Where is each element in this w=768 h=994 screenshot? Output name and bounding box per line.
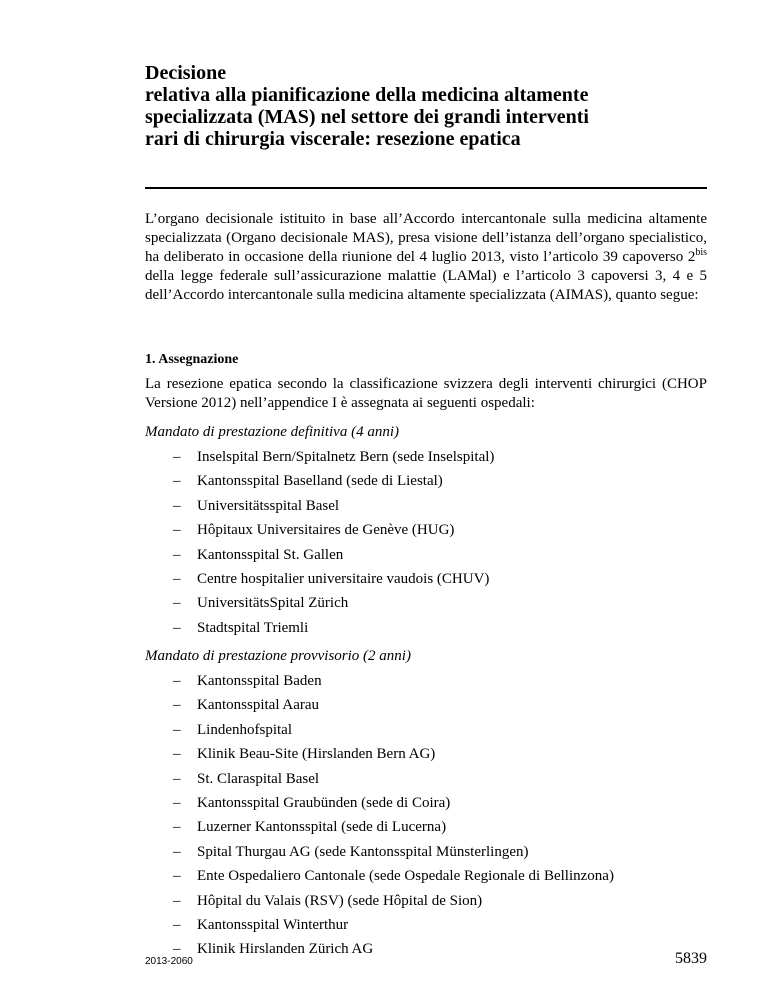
hospital-list-item — [145, 570, 707, 594]
hospital-list-item — [145, 745, 707, 769]
list-dash: – — [173, 892, 181, 909]
list-dash: – — [173, 673, 181, 689]
list-dash: – — [173, 746, 181, 763]
list-dash: – — [173, 941, 181, 958]
intro-text-continued: della legge federale sull’assicurazione malattie (LAMal) e l’articolo 3 capoversi 3, 4 e 5 dell’Accordo intercantonale sulla medicina altamente specializzata (AIMAS), quanto segue: — [145, 268, 707, 303]
title-line: Decisione — [145, 62, 227, 84]
hospital-list-item — [145, 794, 707, 818]
list-dash: – — [173, 721, 181, 738]
definitive-mandate-heading: Mandato di prestazione definitiva (4 anni) — [145, 424, 399, 440]
list-dash: – — [173, 473, 181, 490]
provisional-mandate-heading: Mandato di prestazione provvisorio (2 anni) — [145, 648, 411, 664]
title-line: specializzata (MAS) nel settore dei grandi interventi — [145, 106, 589, 128]
hospital-name: Centre hospitalier universitaire vaudois (CHUV) — [197, 570, 490, 587]
hospital-list-item — [145, 818, 707, 842]
document-title — [145, 62, 715, 150]
list-dash: – — [173, 770, 181, 787]
hospital-list-item — [145, 916, 707, 940]
hospital-list-item — [145, 472, 707, 496]
hospital-list-item — [145, 696, 707, 720]
list-dash: – — [173, 595, 181, 612]
hospital-name: Kantonsspital Baselland (sede di Liestal) — [197, 473, 443, 490]
title-line: rari di chirurgia viscerale: resezione epatica — [145, 128, 521, 150]
hospital-list-item — [145, 867, 707, 891]
list-dash: – — [173, 449, 181, 465]
hospital-name: Ente Ospedaliero Cantonale (sede Ospedale Regionale di Bellinzona) — [197, 868, 614, 885]
list-dash: – — [173, 868, 181, 885]
hospital-list-item — [145, 672, 707, 696]
hospital-list-item — [145, 448, 707, 472]
hospital-list-item — [145, 546, 707, 570]
intro-superscript: bis — [695, 247, 707, 258]
provisional-hospital-list — [145, 672, 707, 965]
list-dash: – — [173, 697, 181, 714]
hospital-name: Lindenhofspital — [197, 721, 292, 738]
hospital-list-item — [145, 843, 707, 867]
hospital-list-item — [145, 940, 707, 964]
hospital-name: UniversitätsSpital Zürich — [197, 595, 349, 612]
page-number: 5839 — [675, 950, 707, 967]
horizontal-rule — [145, 187, 707, 189]
hospital-list-item — [145, 594, 707, 618]
hospital-list-item — [145, 497, 707, 521]
list-dash: – — [173, 916, 181, 933]
list-dash: – — [173, 619, 181, 636]
list-dash: – — [173, 794, 181, 811]
definitive-hospital-list — [145, 448, 707, 643]
hospital-list-item — [145, 521, 707, 545]
list-dash: – — [173, 522, 181, 539]
list-dash: – — [173, 497, 181, 514]
section-paragraph: La resezione epatica secondo la classificazione svizzera degli interventi chirurgici (CHOP Versione 2012) nell’appendice I è assegnata ai seguenti ospedali: — [145, 376, 707, 411]
hospital-name: Kantonsspital Winterthur — [197, 916, 349, 933]
hospital-name: Luzerner Kantonsspital (sede di Lucerna) — [197, 819, 447, 836]
section-heading: 1. Assegnazione — [145, 352, 239, 367]
list-dash: – — [173, 843, 181, 860]
hospital-name: Kantonsspital St. Gallen — [197, 546, 344, 563]
hospital-name: Hôpitaux Universitaires de Genève (HUG) — [197, 522, 455, 539]
document-code: 2013-2060 — [145, 956, 193, 967]
hospital-name: Stadtspital Triemli — [197, 619, 309, 636]
hospital-name: Spital Thurgau AG (sede Kantonsspital Münsterlingen) — [197, 843, 529, 860]
hospital-name: Kantonsspital Baden — [197, 673, 322, 689]
hospital-name: St. Claraspital Basel — [197, 770, 320, 787]
hospital-name: Klinik Beau-Site (Hirslanden Bern AG) — [197, 746, 436, 763]
list-dash: – — [173, 819, 181, 836]
list-dash: – — [173, 546, 181, 563]
intro-paragraph — [145, 210, 707, 305]
hospital-list-item — [145, 892, 707, 916]
list-dash: – — [173, 570, 181, 587]
hospital-name: Universitätsspital Basel — [197, 497, 340, 514]
hospital-name: Hôpital du Valais (RSV) (sede Hôpital de Sion) — [197, 892, 483, 909]
hospital-name: Klinik Hirslanden Zürich AG — [197, 941, 374, 958]
hospital-list-item — [145, 770, 707, 794]
hospital-name: Inselspital Bern/Spitalnetz Bern (sede Inselspital) — [197, 449, 495, 465]
title-line: relativa alla pianificazione della medicina altamente — [145, 84, 589, 106]
hospital-list-item — [145, 721, 707, 745]
hospital-list-item — [145, 619, 707, 643]
intro-text: L’organo decisionale istituito in base all’Accordo intercantonale sulla medicina altamente specializzata (Organo decisionale MAS), presa visione dell’istanza dell’organo specialistico, ha deliberato in occasione della riunione del 4 luglio 2013, visto l’articolo 39 capoverso 2 — [145, 211, 707, 265]
hospital-name: Kantonsspital Graubünden (sede di Coira) — [197, 794, 451, 811]
hospital-name: Kantonsspital Aarau — [197, 697, 320, 714]
